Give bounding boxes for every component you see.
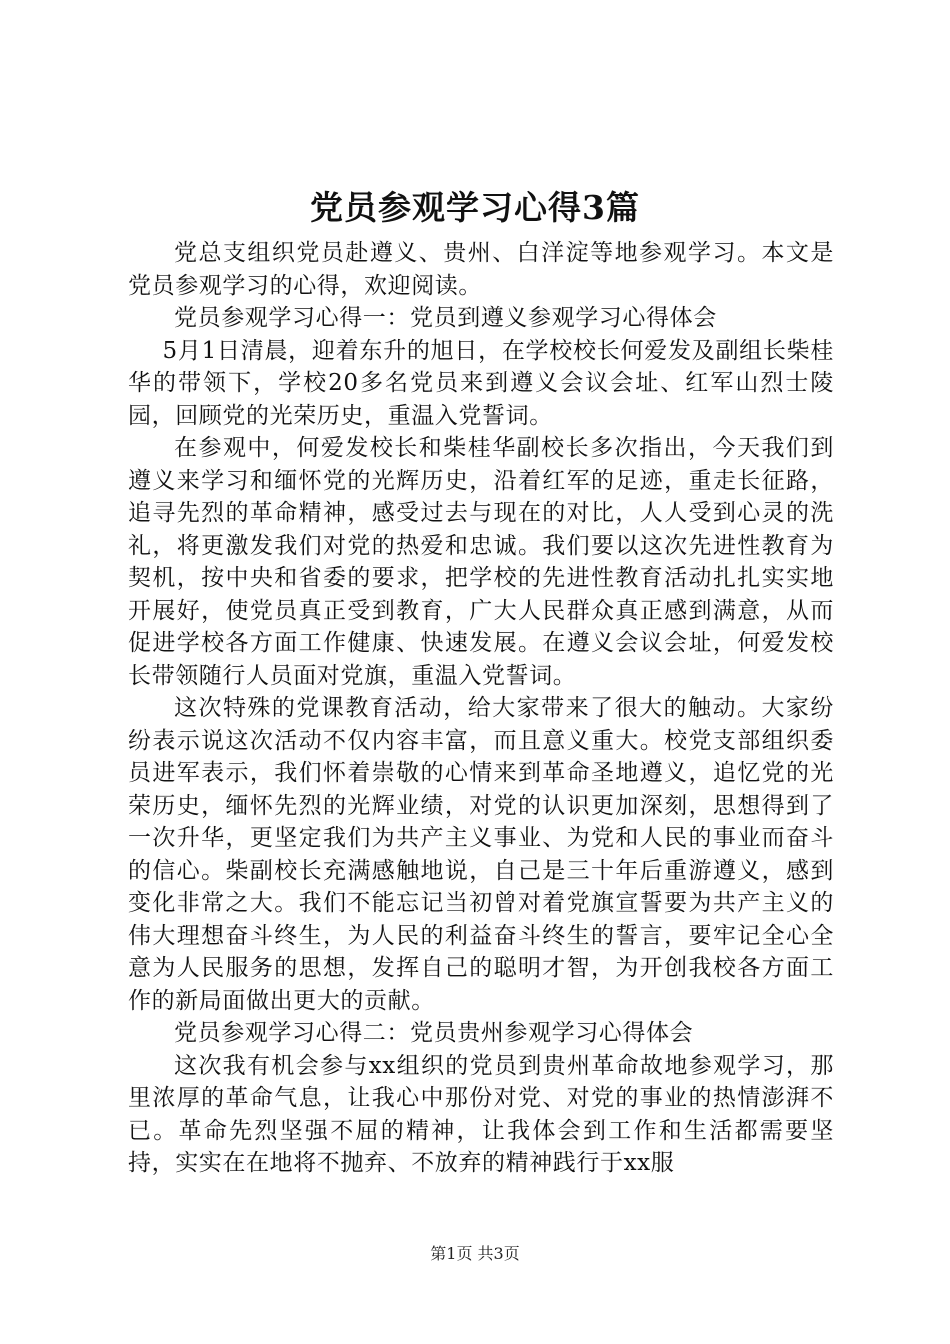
page-footer: 第1页 共3页: [430, 1244, 520, 1263]
document-title: 党员参观学习心得3篇: [310, 188, 640, 227]
document-body: [128, 237, 834, 1180]
intro-paragraph: 党总支组织党员赴遵义、贵州、白洋淀等地参观学习。本文是党员参观学习的心得，欢迎阅读。: [128, 240, 834, 299]
section-heading-1: 党员参观学习心得一：党员到遵义参观学习心得体会: [174, 305, 717, 331]
section-heading-2: 党员参观学习心得二：党员贵州参观学习心得体会: [174, 1020, 694, 1046]
body-paragraph: 5月1日清晨，迎着东升的旭日，在学校校长何爱发及副组长柴桂华的带领下，学校20多名党员来到遵义会议会址、红军山烈士陵园，回顾党的光荣历史，重温入党誓词。: [128, 337, 834, 429]
body-paragraph: 在参观中，何爱发校长和柴桂华副校长多次指出，今天我们到遵义来学习和缅怀党的光辉历史，沿着红军的足迹，重走长征路，追寻先烈的革命精神，感受过去与现在的对比，人人受到心灵的洗礼，将更激发我们对党的热爱和忠诚。我们要以这次先进性教育为契机，按中央和省委的要求，把学校的先进性教育活动扎扎实实地开展好，使党员真正受到教育，广大人民群众真正感到满意，从而促进学校各方面工作健康、快速发展。在遵义会议会址，何爱发校长带领随行人员面对党旗，重温入党誓词。: [128, 435, 834, 689]
body-paragraph: 这次特殊的党课教育活动，给大家带来了很大的触动。大家纷纷表示说这次活动不仅内容丰富，而且意义重大。校党支部组织委员进军表示，我们怀着崇敬的心情来到革命圣地遵义，追忆党的光荣历史，缅怀先烈的光辉业绩，对党的认识更加深刻，思想得到了一次升华，更坚定我们为共产主义事业、为党和人民的事业而奋斗的信心。柴副校长充满感触地说，自己是三十年后重游遵义，感到变化非常之大。我们不能忘记当初曾对着党旗宣誓要为共产主义的伟大理想奋斗终生，为人民的利益奋斗终生的誓言，要牢记全心全意为人民服务的思想，发挥自己的聪明才智，为开创我校各方面工作的新局面做出更大的贡献。: [128, 695, 834, 1014]
body-paragraph: 这次我有机会参与xx组织的党员到贵州革命故地参观学习，那里浓厚的革命气息，让我心中那份对党、对党的事业的热情澎湃不已。革命先烈坚强不屈的精神，让我体会到工作和生活都需要坚持，实实在在地将不抛弃、不放弃的精神践行于xx服: [128, 1052, 834, 1176]
